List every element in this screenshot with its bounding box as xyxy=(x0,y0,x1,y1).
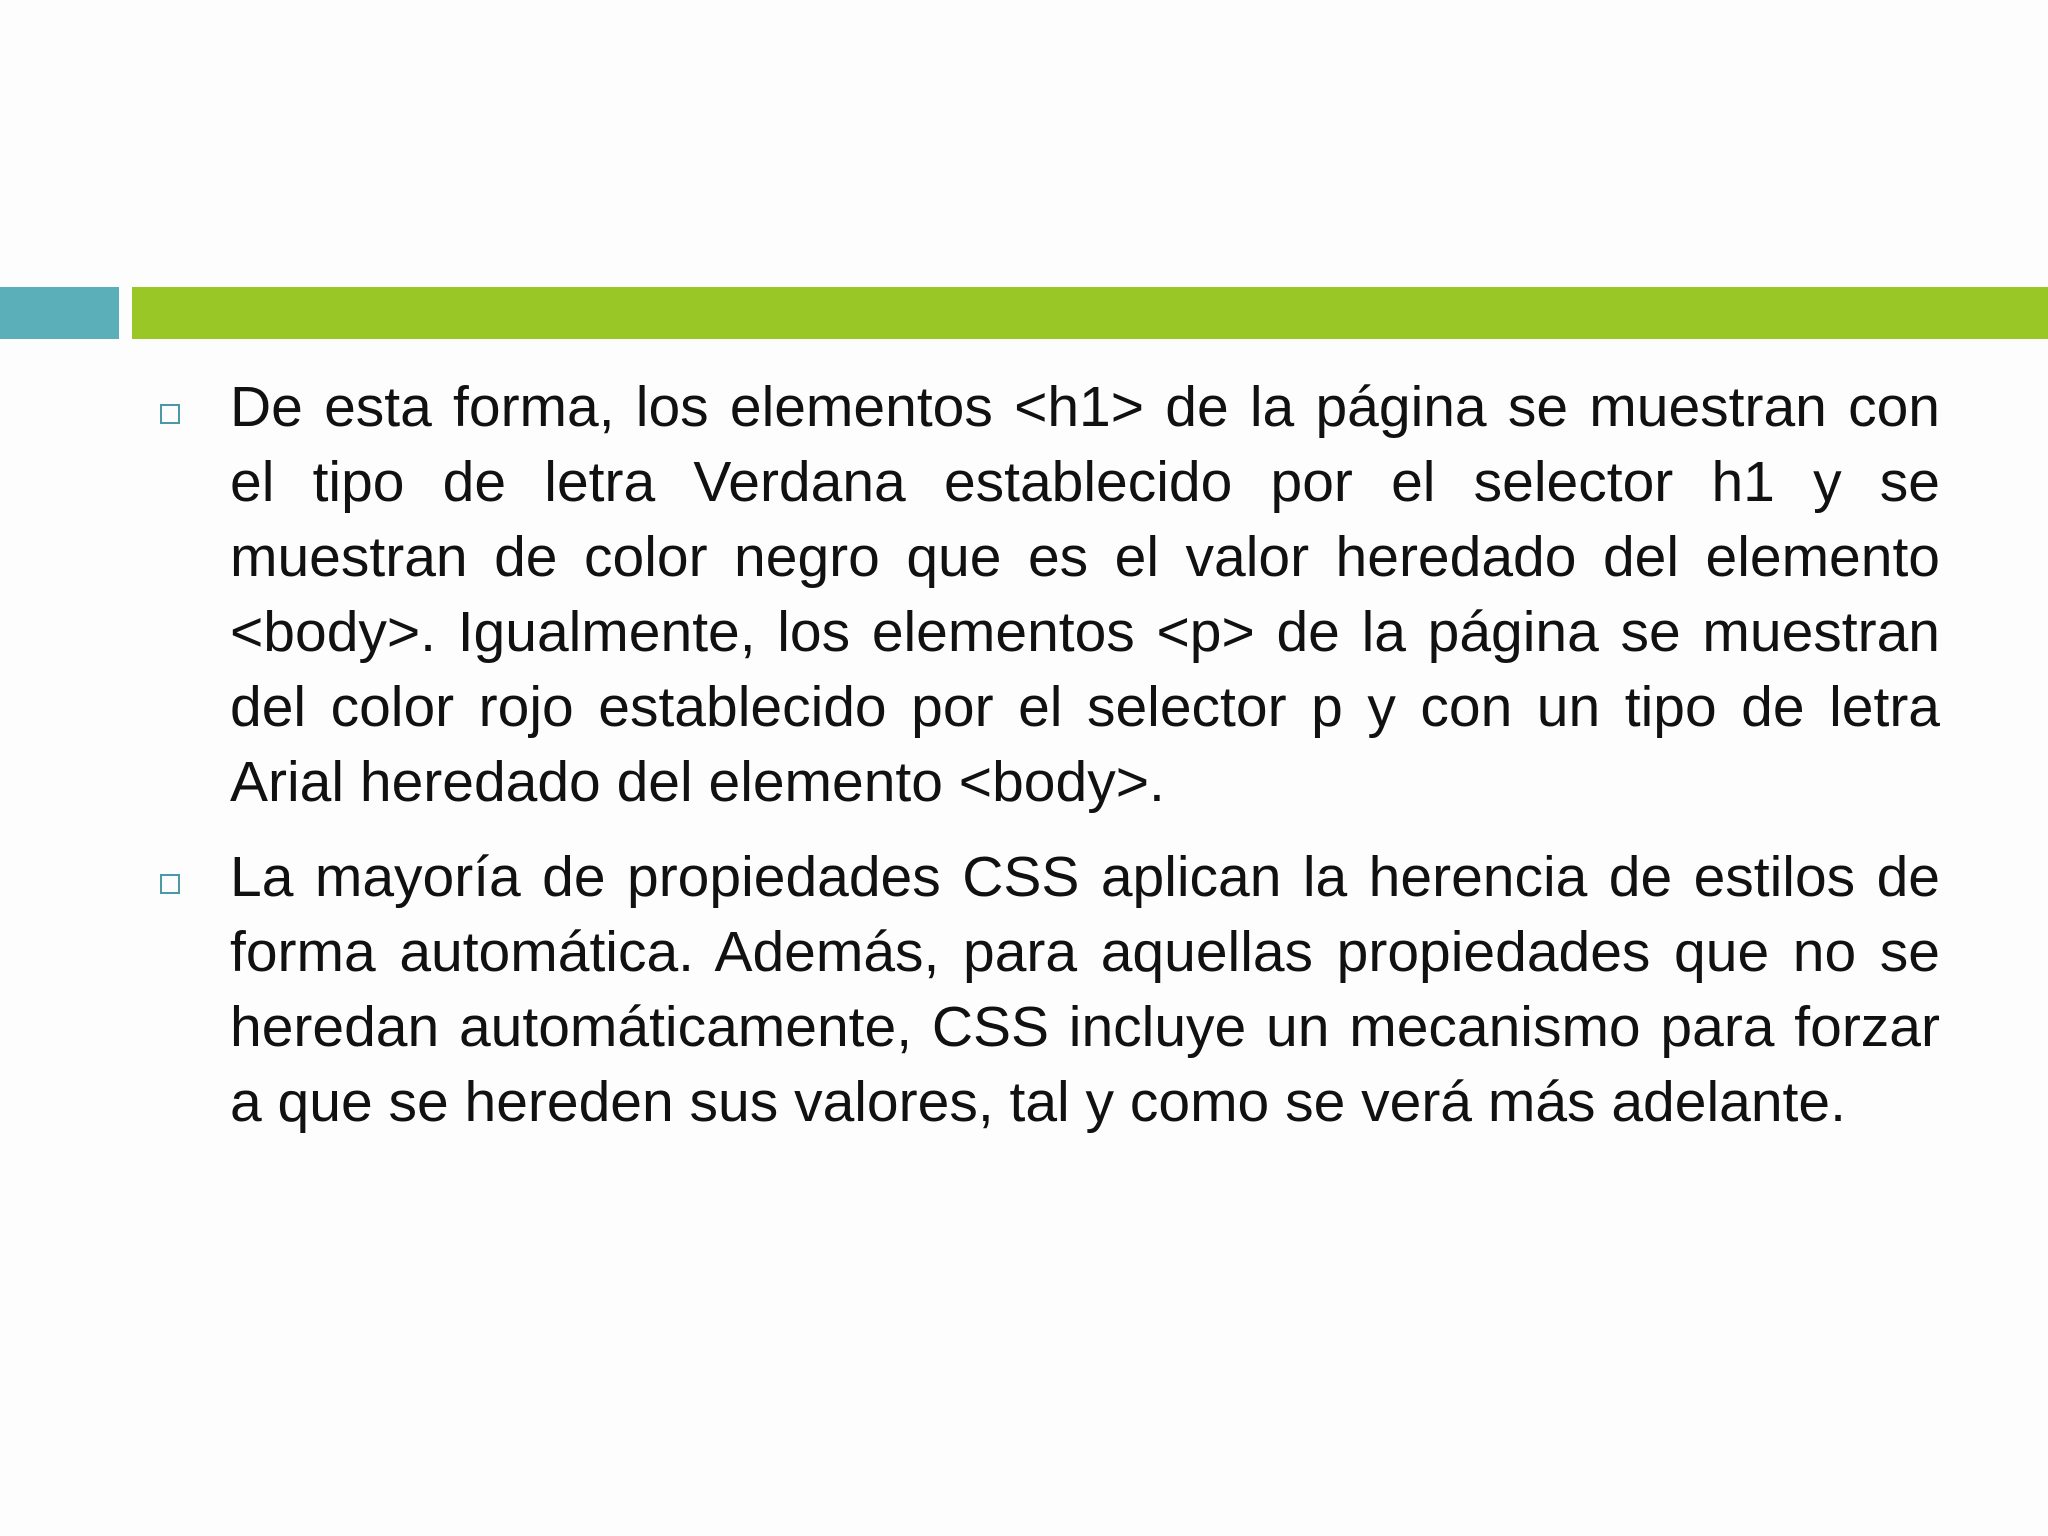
accent-bar-teal xyxy=(0,287,119,339)
square-outline-icon xyxy=(160,874,180,894)
bullet-item xyxy=(160,840,1940,1140)
square-outline-icon xyxy=(160,404,180,424)
slide-content xyxy=(160,370,1940,1160)
bullet-text: La mayoría de propiedades CSS aplican la herencia de estilos de forma automática. Además, para aquellas propiedades que no se heredan automáticamente, CSS incluye un mecanismo para forzar a que se hereden sus valores, tal y como se verá más adelante. xyxy=(230,845,1940,1134)
bullet-item xyxy=(160,370,1940,820)
bullet-text: De esta forma, los elementos <h1> de la página se muestran con el tipo de letra Verdana establecido por el selector h1 y se muestran de color negro que es el valor heredado del elemento <body>. Igualmente, los elementos <p> de la página se muestran del color rojo establecido por el selector p y con un tipo de letra Arial heredado del elemento <body>. xyxy=(230,375,1940,814)
accent-bar-green xyxy=(132,287,2048,339)
